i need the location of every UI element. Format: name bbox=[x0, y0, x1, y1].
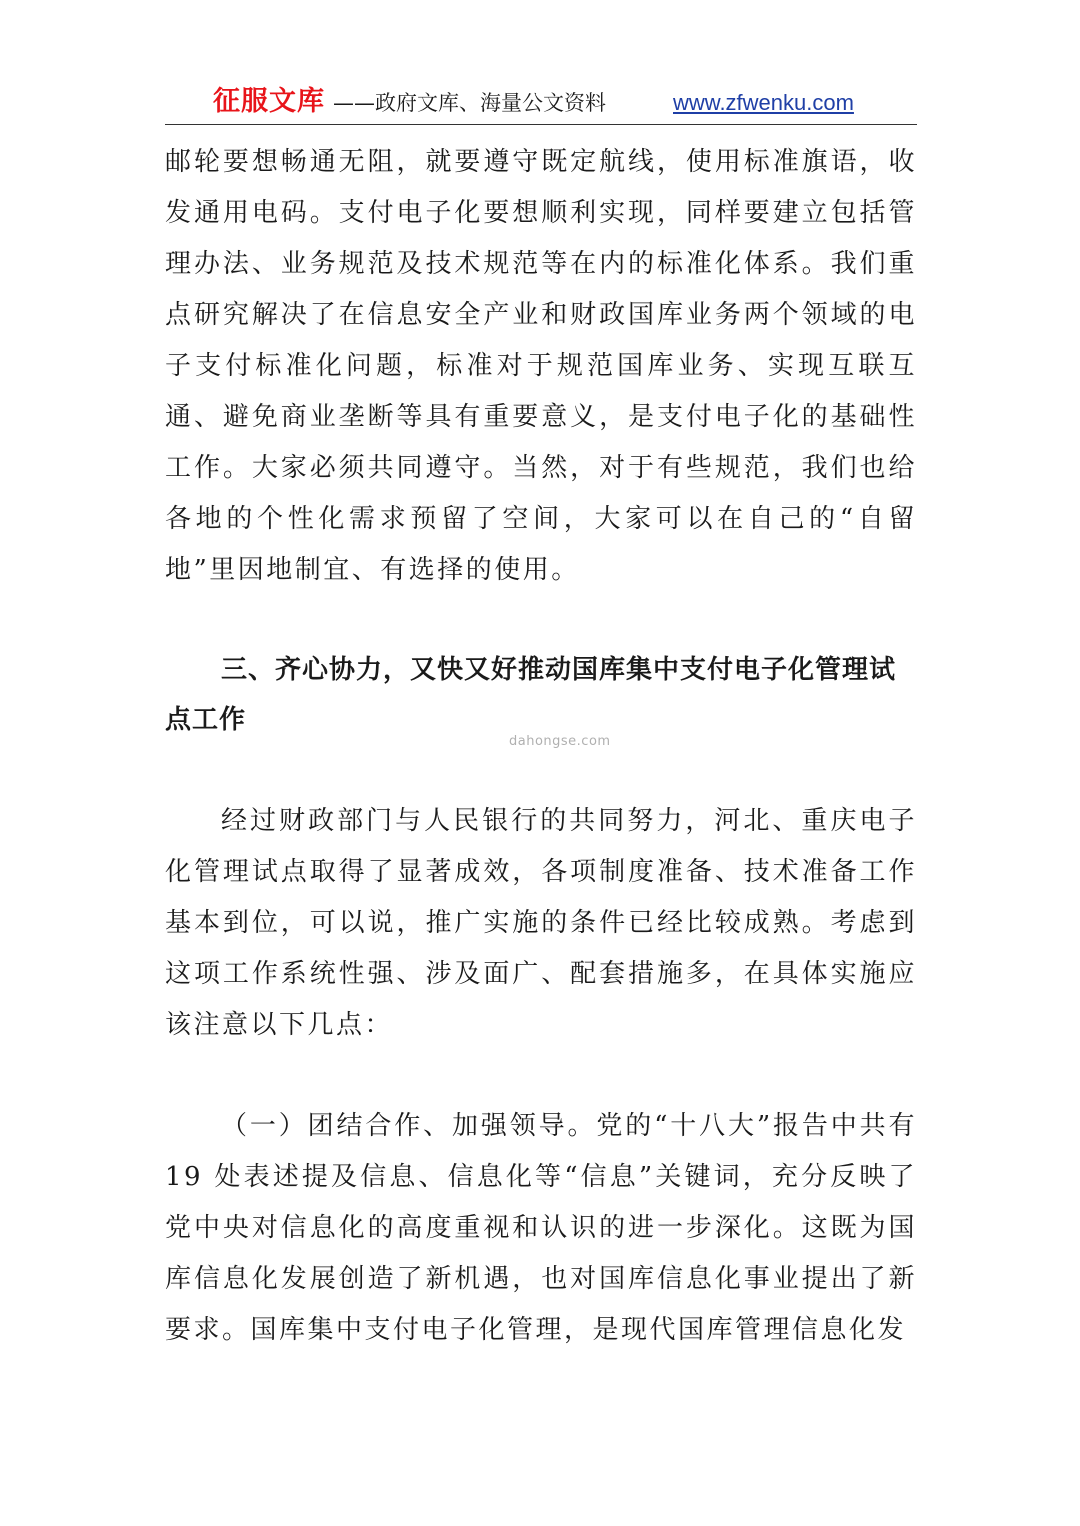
brand-logo-text: 征服文库 bbox=[213, 86, 325, 117]
body-paragraph-2: 经过财政部门与人民银行的共同努力，河北、重庆电子化管理试点取得了显著成效，各项制度准备、技术准备工作基本到位，可以说，推广实施的条件已经比较成熟。考虑到这项工作系统性强、涉及面广、配套措施多，在具体实施应该注意以下几点： bbox=[165, 806, 917, 1040]
body-paragraph-3: （一）团结合作、加强领导。党的“十八大”报告中共有 19 处表述提及信息、信息化等“信息”关键词，充分反映了党中央对信息化的高度重视和认识的进一步深化。这既为国库信息化发展创造了新机遇，也对国库信息化事业提出了新要求。国库集中支付电子化管理，是现代国库管理信息化发 bbox=[165, 1111, 917, 1345]
header-tagline: ——政府文库、海量公文资料 bbox=[333, 91, 606, 115]
page-header bbox=[165, 84, 917, 124]
watermark-text: dahongse.com bbox=[509, 734, 611, 749]
section-heading-3: 三、齐心协力，又快又好推动国库集中支付电子化管理试点工作 bbox=[165, 655, 897, 735]
body-paragraph-1: 邮轮要想畅通无阻，就要遵守既定航线，使用标准旗语，收发通用电码。支付电子化要想顺利实现，同样要建立包括管理办法、业务规范及技术规范等在内的标准化体系。我们重点研究解决了在信息安全产业和财政国库业务两个领域的电子支付标准化问题，标准对于规范国库业务、实现互联互通、避免商业垄断等具有重要意义，是支付电子化的基础性工作。大家必须共同遵守。当然，对于有些规范，我们也给各地的个性化需求预留了空间，大家可以在自己的“自留地”里因地制宜、有选择的使用。 bbox=[165, 147, 917, 585]
header-divider bbox=[165, 124, 917, 125]
site-url-link[interactable]: www.zfwenku.com bbox=[673, 90, 854, 115]
